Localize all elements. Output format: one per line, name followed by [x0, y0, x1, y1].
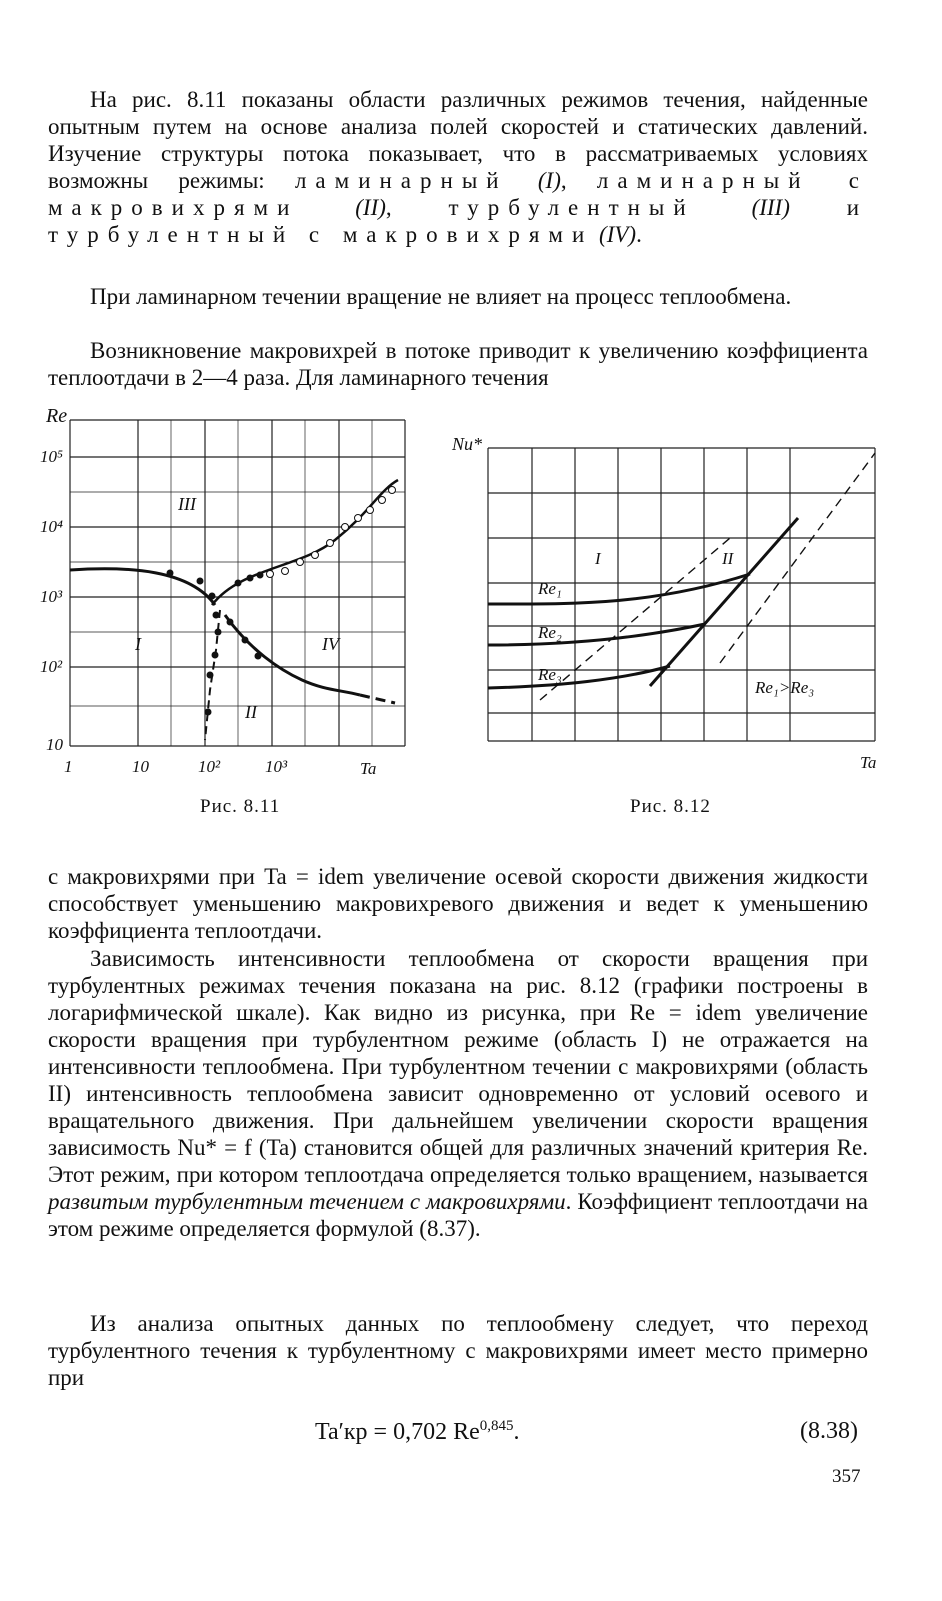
fig812-boundary-dashed-1: [540, 538, 730, 700]
fig812-label-re1: Re₁: [538, 579, 562, 598]
equation-lhs: Ta′кр: [315, 1419, 368, 1445]
fig811-region-II: II: [245, 702, 257, 722]
p5-italic-term: развитым турбулентным течением с макровихрями: [48, 1189, 566, 1214]
equation-8-38: [315, 1418, 520, 1446]
fig811-x-tick: 10²: [198, 757, 221, 776]
regime-1-name: ламинарный: [294, 168, 508, 193]
paragraph-2: При ламинарном течении вращение не влияет на процесс теплообмена.: [90, 284, 792, 309]
figure-8-12: [450, 428, 890, 778]
fig812-curve-re1: [488, 574, 750, 604]
fig811-region-IV: IV: [322, 634, 339, 654]
fig811-boundary-curves: [70, 480, 398, 740]
fig812-x-label: Ta: [860, 753, 877, 772]
fig811-x-tick: 10³: [265, 757, 288, 776]
regime-4-name: и турбулентный с макровихрями: [48, 195, 869, 247]
regime-1-ref: (I): [537, 168, 561, 193]
equation-rhs: = 0,702 Re: [373, 1419, 480, 1445]
equation-number: (8.38): [800, 1418, 858, 1444]
regime-2-name: ламинарный с макровихрями: [48, 168, 869, 220]
paragraph-6: Из анализа опытных данных по теплообмену следует, что переход турбулентного течения к турбулентному с макровихрями имеет место примерно при: [48, 1311, 868, 1390]
fig812-curve-re3: [488, 666, 670, 688]
fig812-region-I: I: [595, 549, 601, 568]
fig811-region-I: I: [135, 634, 141, 654]
regime-2-ref: (II): [355, 195, 386, 220]
regime-3-ref: (III): [751, 195, 790, 220]
regime-3-name: турбулентный: [448, 195, 695, 220]
fig811-y-tick: 10²: [40, 657, 63, 676]
fig811-x-label: Ta: [360, 759, 377, 778]
fig812-boundary-dashed-2: [720, 453, 875, 663]
equation-end: .: [513, 1419, 520, 1445]
fig811-y-label: Re: [46, 405, 68, 427]
fig811-x-tick: 10: [132, 757, 149, 776]
p1-text: На рис. 8.11 показаны области различных режимов течения, найденные опытным путем на основе анализа полей скоростей и статических давлений. Изучение структуры потока показывает, что в рассматриваемых условиях возможны режимы:: [48, 87, 868, 193]
figure-8-11-caption: Рис. 8.11: [200, 796, 281, 817]
equation-exponent: 0,845: [479, 1418, 514, 1434]
paragraph-3: Возникновение макровихрей в потоке приводит к увеличению коэффициента теплоотдачи в 2—4 раза. Для ламинарного течения: [48, 338, 868, 390]
fig811-y-tick: 10⁴: [40, 517, 63, 536]
fig811-y-tick: 10³: [40, 587, 63, 606]
fig812-relation: Re₁>Re₃: [755, 678, 815, 697]
p5-text-end: . Коэффициент теплоотдачи на этом режиме определяется формулой (8.37).: [48, 1189, 868, 1241]
fig812-label-re2: Re₂: [538, 623, 562, 642]
paragraph-1: На рис. 8.11 показаны области различных режимов течения, найденные опытным путем на основе анализа полей скоростей и статических давлений. Изучение структуры потока показывает, что в рассматриваемых условиях возможны режимы: ламинарный (I), ламинарный с макровихрями (II), турбулентный (III) и турбулентный с макровихрями (IV).: [48, 87, 869, 247]
fig811-y-tick: 10⁵: [40, 447, 63, 466]
fig811-y-tick: 10: [46, 735, 63, 754]
p5-text: Зависимость интенсивности теплообмена от скорости вращения при турбулентных режимах течения показана на рис. 8.12 (графики построены в логарифмической шкале). Как видно из рисунка, при Re = idem увеличение скорости вращения при турбулентном режиме (область I) не отражается на интенсивности теплообмена. При турбулентном течении с макровихрями (область II) интенсивность теплообмена зависит одновременно от условий осевого и вращательного движения. При дальнейшем увеличении скорости вращения зависимость Nu* = f (Ta) становится общей для различных значений критерия Re. Этот режим, при котором теплоотдача определяется только вращением, называется: [48, 946, 868, 1187]
fig812-region-II: II: [722, 549, 734, 568]
fig811-x-tick: 1: [64, 757, 73, 776]
fig812-label-re3: Re₃: [538, 665, 562, 684]
fig812-y-label: Nu*: [452, 434, 483, 454]
figure-8-11: [40, 400, 420, 790]
paragraph-4: с макровихрями при Ta = idem увеличение осевой скорости движения жидкости способствует уменьшению макровихревого движения и ведет к уменьшению коэффициента теплоотдачи.: [48, 864, 868, 943]
paragraph-5: [48, 945, 868, 1242]
figure-8-12-caption: Рис. 8.12: [630, 796, 711, 817]
fig811-region-III: III: [178, 494, 196, 514]
fig811-data-points: [167, 487, 396, 716]
regime-4-ref: (IV): [599, 222, 637, 247]
fig812-curve-re2: [488, 624, 705, 645]
page-number: 357: [832, 1466, 861, 1487]
